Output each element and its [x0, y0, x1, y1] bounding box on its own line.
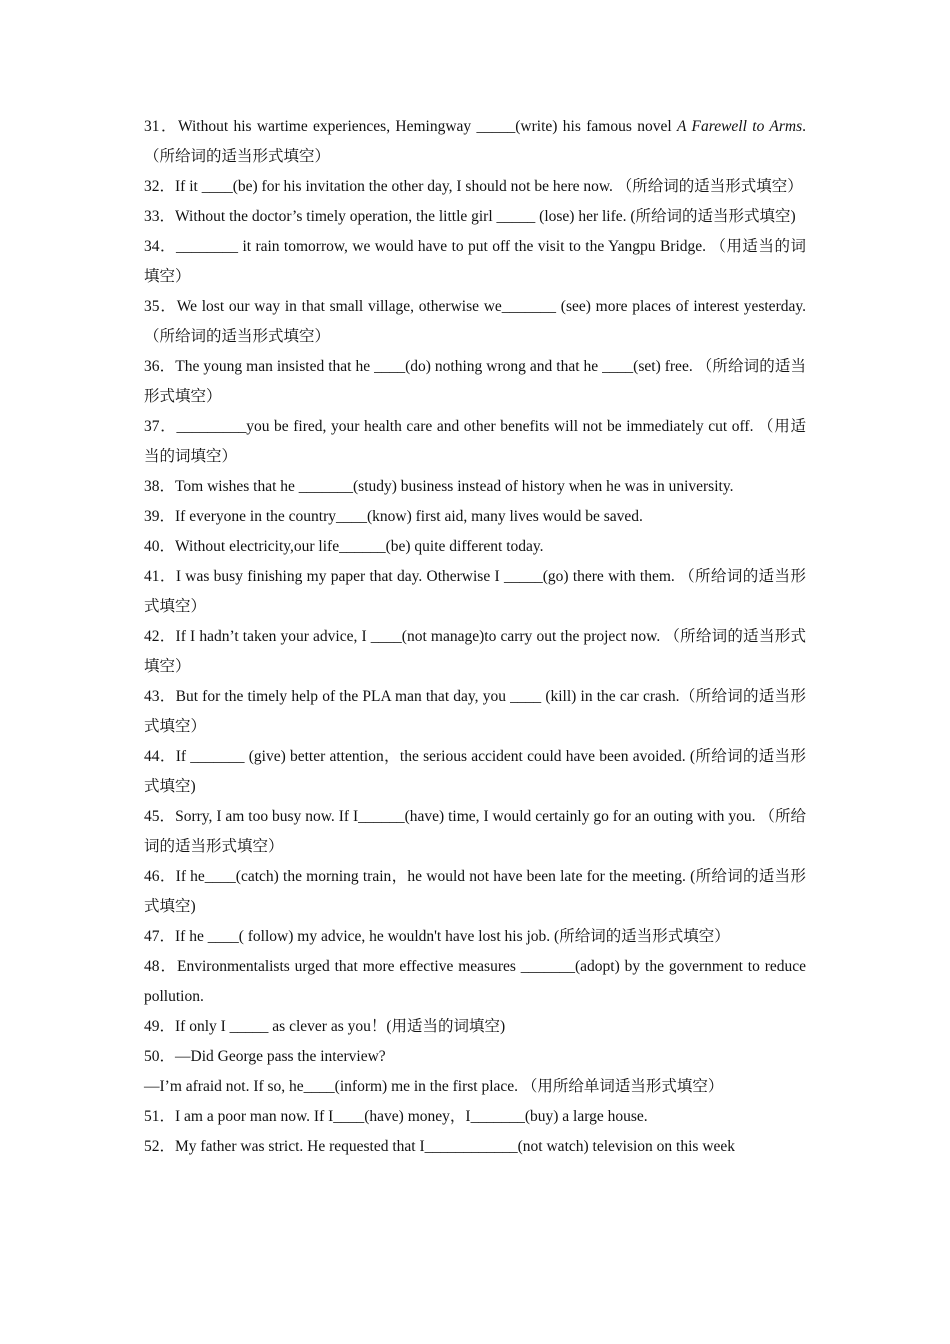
question-number: 51: [144, 1108, 160, 1125]
question-item: 34．________ it rain tomorrow, we would have to put off the visit to the Yangpu Bridge. （用适当的词填空）: [144, 238, 806, 285]
question-text: I was busy finishing my paper that day. Otherwise I _____(go) there with them. （所给词的适当形式填空）: [144, 568, 806, 615]
question-text: Without his wartime experiences, Hemingway _____(write) his famous novel: [177, 118, 677, 135]
question-text: —Did George pass the interview?: [175, 1048, 386, 1065]
question-number: 49: [144, 1018, 160, 1035]
question-item: 38．Tom wishes that he _______(study) business instead of history when he was in university.: [144, 478, 734, 495]
question-item: 32．If it ____(be) for his invitation the other day, I should not be here now. （所给词的适当形式填空）: [144, 178, 803, 195]
question-number: 31: [144, 118, 160, 135]
question-item: 39．If everyone in the country____(know) first aid, many lives would be saved.: [144, 508, 643, 525]
question-item: 52．My father was strict. He requested that I____________(not watch) television on this week: [144, 1138, 736, 1155]
question-number: 48: [144, 958, 160, 975]
question-number: 32: [144, 178, 160, 195]
question-text: Environmentalists urged that more effective measures _______(adopt) by the government to reduce pollution.: [144, 958, 806, 1005]
question-item: 42．If I hadn’t taken your advice, I ____(not manage)to carry out the project now. （所给词的适当形式填空）: [144, 628, 806, 675]
question-item: 41．I was busy finishing my paper that day. Otherwise I _____(go) there with them. （所给词的适当形式填空）: [144, 568, 806, 615]
question-text: But for the timely help of the PLA man that day, you ____ (kill) in the car crash.（所给词的适当形式填空）: [144, 688, 806, 735]
question-text: ________ it rain tomorrow, we would have to put off the visit to the Yangpu Bridge. （用适当的词填空）: [144, 238, 806, 285]
question-number: 42: [144, 628, 160, 645]
question-item: 43．But for the timely help of the PLA man that day, you ____ (kill) in the car crash.（所给词的适当形式填空）: [144, 688, 806, 735]
question-item: 35．We lost our way in that small village, otherwise we_______ (see) more places of interest yesterday. （所给词的适当形式填空）: [144, 298, 806, 345]
question-number: 33: [144, 208, 160, 225]
question-number: 52: [144, 1138, 160, 1155]
question-text: Tom wishes that he _______(study) business instead of history when he was in university.: [175, 478, 734, 495]
question-number: 35: [144, 298, 160, 315]
question-text: If it ____(be) for his invitation the other day, I should not be here now. （所给词的适当形式填空）: [175, 178, 803, 195]
question-item: 46．If he____(catch) the morning train，he would not have been late for the meeting. (所给词的适当形式填空): [144, 868, 806, 915]
question-item: 37．_________you be fired, your health care and other benefits will not be immediately cut off. （用适当的词填空）: [144, 418, 806, 465]
question-number: 38: [144, 478, 160, 495]
question-item: 45．Sorry, I am too busy now. If I______(have) time, I would certainly go for an outing with you. （所给词的适当形式填空）: [144, 808, 806, 855]
question-item: 31．Without his wartime experiences, Hemingway _____(write) his famous novel A Farewell to Arms.（所给词的适当形式填空）: [144, 118, 806, 165]
question-text: If he____(catch) the morning train，he would not have been late for the meeting. (所给词的适当形式填空): [144, 868, 806, 915]
question-number: 39: [144, 508, 160, 525]
question-text: If he ____( follow) my advice, he wouldn't have lost his job. (所给词的适当形式填空）: [175, 928, 730, 945]
question-text: If I hadn’t taken your advice, I ____(not manage)to carry out the project now. （所给词的适当形式填空）: [144, 628, 806, 675]
question-item: 51．I am a poor man now. If I____(have) money，I_______(buy) a large house.: [144, 1108, 648, 1125]
question-item: 44．If _______ (give) better attention，the serious accident could have been avoided. (所给词的适当形式填空): [144, 748, 806, 795]
question-list: [144, 112, 806, 1162]
question-item: 33．Without the doctor’s timely operation, the little girl _____ (lose) her life. (所给词的适当形式填空): [144, 208, 796, 225]
question-item: 36．The young man insisted that he ____(do) nothing wrong and that he ____(set) free. （所给词的适当形式填空）: [144, 358, 806, 405]
novel-title: A Farewell to Arms: [677, 118, 803, 135]
question-number: 44: [144, 748, 160, 765]
question-number: 43: [144, 688, 160, 705]
question-text: Without the doctor’s timely operation, the little girl _____ (lose) her life. (所给词的适当形式填空): [175, 208, 796, 225]
question-number: 37: [144, 418, 160, 435]
question-text: If _______ (give) better attention，the serious accident could have been avoided. (所给词的适当形式填空): [144, 748, 806, 795]
question-text: We lost our way in that small village, otherwise we_______ (see) more places of interest yesterday. （所给词的适当形式填空）: [144, 298, 806, 345]
question-text: Without electricity,our life______(be) quite different today.: [175, 538, 544, 555]
question-number: 41: [144, 568, 160, 585]
question-text: _________you be fired, your health care and other benefits will not be immediately cut off. （用适当的词填空）: [144, 418, 806, 465]
question-number: 45: [144, 808, 160, 825]
question-text: Sorry, I am too busy now. If I______(have) time, I would certainly go for an outing with you. （所给词的适当形式填空）: [144, 808, 806, 855]
question-text: My father was strict. He requested that I____________(not watch) television on this week: [175, 1138, 736, 1155]
question-item: 47．If he ____( follow) my advice, he wouldn't have lost his job. (所给词的适当形式填空）: [144, 928, 730, 945]
question-number: 36: [144, 358, 160, 375]
question-item: [144, 1072, 806, 1102]
question-number: 40: [144, 538, 160, 555]
question-item: 49．If only I _____ as clever as you！(用适当的词填空): [144, 1018, 506, 1035]
question-number: 46: [144, 868, 160, 885]
question-text: I am a poor man now. If I____(have) money，I_______(buy) a large house.: [175, 1108, 648, 1125]
question-text: If everyone in the country____(know) first aid, many lives would be saved.: [175, 508, 643, 525]
question-text: If only I _____ as clever as you！(用适当的词填空): [175, 1018, 506, 1035]
question-number: 47: [144, 928, 160, 945]
question-number: 50: [144, 1048, 160, 1065]
question-text: The young man insisted that he ____(do) nothing wrong and that he ____(set) free. （所给词的适当形式填空）: [144, 358, 806, 405]
question-text: —I’m afraid not. If so, he____(inform) me in the first place. （用所给单词适当形式填空）: [144, 1078, 724, 1095]
question-number: 34: [144, 238, 160, 255]
question-text: .（所给词的适当形式填空）: [144, 118, 806, 165]
question-item: 50．—Did George pass the interview?: [144, 1048, 386, 1065]
question-item: 48．Environmentalists urged that more effective measures _______(adopt) by the government to reduce pollution.: [144, 958, 806, 1005]
question-item: 40．Without electricity,our life______(be) quite different today.: [144, 538, 544, 555]
